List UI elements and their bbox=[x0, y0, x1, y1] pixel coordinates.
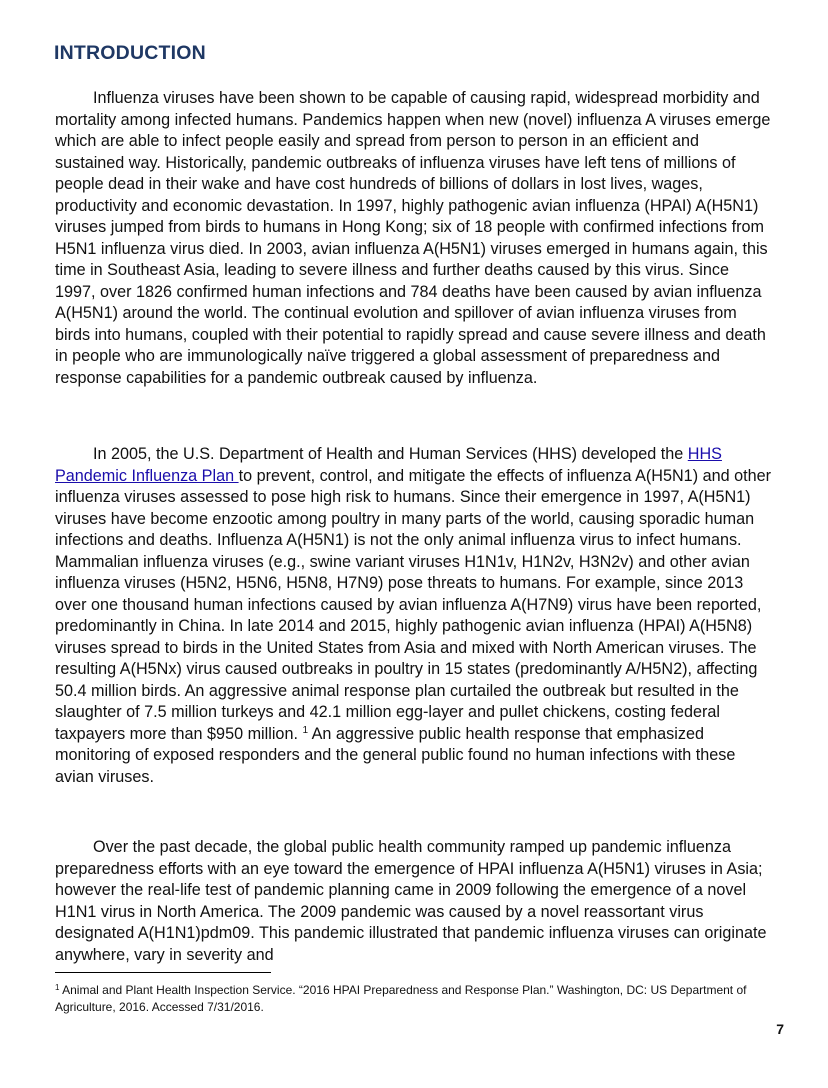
footnote-divider bbox=[55, 972, 271, 973]
paragraph-2-body: to prevent, control, and mitigate the effects of influenza A(H5N1) and other influenza viruses assessed to pose high risk to humans. Since their emergence in 1997, A(H5N1) viruses have become enzootic among poultry in many parts of the world, causing sporadic human infections and deaths. Influenza A(H5N1) is not the only animal influenza virus to infect humans. Mammalian influenza viruses (e.g., swine variant viruses H1N1v, H1N2v, H3N2v) and other avian influenza viruses (H5N2, H5N6, H5N8, H7N9) pose threats to humans. For example, since 2013 over one thousand human infections caused by avian influenza A(H7N9) virus have been reported, predominantly in China. In late 2014 and 2015, highly pathogenic avian influenza (HPAI) A(H5N8) viruses spread to birds in the United States from Asia and mixed with North American viruses. The resulting A(H5Nx) virus caused outbreaks in poultry in 15 states (predominantly A/H5N2), affecting 50.4 million birds. An aggressive animal response plan curtailed the outbreak but resulted in the slaughter of 7.5 million turkeys and 42.1 million egg-layer and pullet chickens, costing federal taxpayers more than $950 million. bbox=[55, 466, 771, 743]
paragraph-3: Over the past decade, the global public health community ramped up pandemic influenza preparedness efforts with an eye toward the emergence of HPAI influenza A(H5N1) viruses in Asia; however the real-life test of pandemic planning came in 2009 following the emergence of a novel H1N1 virus in North America. The 2009 pandemic was caused by a novel reassortant virus designated A(H1N1)pdm09. This pandemic illustrated that pandemic influenza viruses can originate anywhere, vary in severity and bbox=[55, 838, 767, 964]
footnote bbox=[55, 982, 771, 1016]
paragraph-2-lead: In 2005, the U.S. Department of Health and Human Services (HHS) developed the bbox=[93, 445, 688, 463]
paragraph-2-tail: An aggressive public health response that emphasized monitoring of exposed responders and the general public found no human infections with these avian viruses. bbox=[55, 724, 736, 786]
page-number: 7 bbox=[776, 1021, 784, 1037]
section-heading: INTRODUCTION bbox=[54, 42, 206, 64]
paragraph-1: Influenza viruses have been shown to be capable of causing rapid, widespread morbidity and mortality among infected humans. Pandemics happen when new (novel) influenza A viruses emerge which are able to infect people easily and spread from person to person in an efficient and sustained way. Historically, pandemic outbreaks of influenza viruses have left tens of millions of people dead in their wake and have cost hundreds of billions of dollars in lost lives, wages, productivity and economic devastation. In 1997, highly pathogenic avian influenza (HPAI) A(H5N1) viruses jumped from birds to humans in Hong Kong; six of 18 people with confirmed infections from H5N1 influenza virus died. In 2003, avian influenza A(H5N1) viruses emerged in humans again, this time in Southeast Asia, leading to severe illness and further deaths caused by this virus. Since 1997, over 1826 confirmed human infections and 784 deaths have been caused by avian influenza A(H5N1) around the world. The continual evolution and spillover of avian influenza viruses from birds into humans, coupled with their potential to rapidly spread and cause severe illness and death in people who are immunologically naïve triggered a global assessment of preparedness and response capabilities for a pandemic outbreak caused by influenza. bbox=[55, 89, 771, 387]
footnote-text: Animal and Plant Health Inspection Service. “2016 HPAI Preparedness and Response Plan.” Washington, DC: US Department of Agriculture, 2016. Accessed 7/31/2016. bbox=[55, 983, 747, 1014]
footnote-reference[interactable]: 1 bbox=[302, 724, 308, 736]
hhs-pandemic-plan-link[interactable]: HHS Pandemic Influenza Plan bbox=[55, 445, 722, 485]
paragraph-2 bbox=[55, 444, 771, 788]
footnote-number: 1 bbox=[55, 983, 60, 992]
